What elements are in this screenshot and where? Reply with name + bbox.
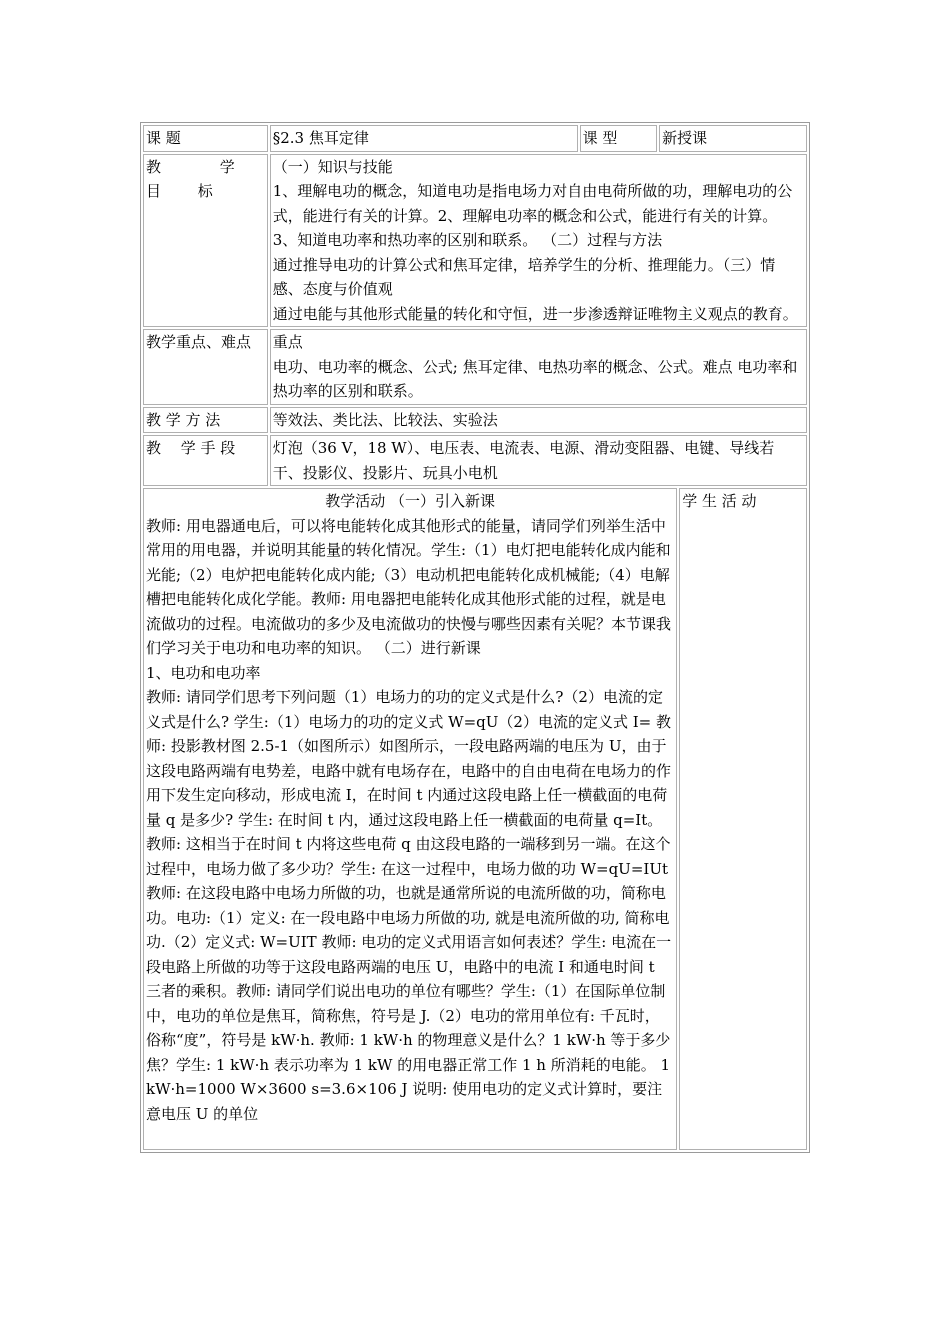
method-content: 等效法、类比法、比较法、实验法 xyxy=(270,407,807,434)
type-label: 课 型 xyxy=(580,125,657,152)
activity-paragraph-1: 教师: 用电器通电后，可以将电能转化成其他形式的能量，请同学们列举生活中常用的用电器，并说明其能量的转化情况。学生:（1）电灯把电能转化成内能和光能;（2）电炉把电能转化成内能;（3）电动机把电能转化成机械能;（4）电解槽把电能转化成化学能。教师: 用电器把电能转化成其他形式能的过程，就是电流做功的过程。电流做功的多少及电流做功的快慢与哪些因素有关呢？本节课我们学习关于电功和电功率的知识。 （二）进行新课 xyxy=(146,516,672,657)
activity-subheading: 1、电功和电功率 xyxy=(146,663,261,682)
method-row xyxy=(143,407,807,434)
lesson-plan-table xyxy=(140,122,810,1153)
key-points-text: 电功、电功率的概念、公式; 焦耳定律、电热功率的概念、公式。难点 电功率和热功率的区别和联系。 xyxy=(272,357,798,400)
objectives-text-3: 通过电能与其他形式能量的转化和守恒，进一步渗透辩证唯物主义观点的教育。 xyxy=(272,304,798,323)
objectives-row xyxy=(143,154,807,328)
teaching-activity-cell xyxy=(143,488,677,1150)
activity-row xyxy=(143,488,807,1150)
means-label: 教 学 手 段 xyxy=(143,435,268,486)
activity-heading: 教学活动 （一）引入新课 xyxy=(325,492,495,510)
type-value: 新授课 xyxy=(659,125,807,152)
header-row xyxy=(143,125,807,152)
means-row xyxy=(143,435,807,486)
student-activity-label: 学 生 活 动 xyxy=(682,492,757,510)
student-activity-cell xyxy=(679,488,807,1150)
means-content: 灯泡（36 V，18 W）、电压表、电流表、电源、滑动变阻器、电键、导线若干、投影仪、投影片、玩具小电机 xyxy=(270,435,807,486)
course-label: 课 题 xyxy=(143,125,268,152)
course-title: §2.3 焦耳定律 xyxy=(270,125,578,152)
lesson-plan-page xyxy=(140,122,810,1153)
objectives-text-1: 1、理解电功的概念，知道电功是指电场力对自由电荷所做的功，理解电功的公式，能进行有关的计算。2、理解电功率的概念和公式，能进行有关的计算。 3、知道电功率和热功率的区别和联系。 （二）过程与方法 xyxy=(272,182,793,249)
objectives-text-2: 通过推导电功的计算公式和焦耳定律，培养学生的分析、推理能力。（三）情感、态度与价值观 xyxy=(272,255,776,298)
method-label: 教 学 方 法 xyxy=(143,407,268,434)
key-points-content xyxy=(270,329,807,405)
objectives-label: 教 学 目 标 xyxy=(143,154,268,328)
objectives-content xyxy=(270,154,807,328)
key-points-row xyxy=(143,329,807,405)
objectives-heading: （一）知识与技能 xyxy=(272,157,393,176)
activity-paragraph-2: 教师: 请同学们思考下列问题（1）电场力的功的定义式是什么?（2）电流的定义式是什么? 学生:（1）电场力的功的定义式 W=qU（2）电流的定义式 I= 教师: 投影教材图 2.5-1（如图所示）如图所示，一段电路两端的电压为 U，由于这段电路两端有电势差，电路中就有电场存在，电路中的自由电荷在电场力的作用下发生定向移动，形成电流 I，在时间 t 内通过这段电路上任一横截面的电荷量 q 是多少? 学生: 在时间 t 内，通过这段电路上任一横截面的电荷量 q=It。教师: 这相当于在时间 t 内将这些电荷 q 由这段电路的一端移到另一端。在这个过程中，电场力做了多少功？学生: 在这一过程中，电场力做的功 W=qU=IUt 教师: 在这段电路中电场力所做的功，也就是通常所说的电流所做的功，简称电功。电功:（1）定义: 在一段电路中电场力所做的功, 就是电流所做的功, 简称电功.（2）定义式: W=UIT 教师: 电功的定义式用语言如何表述？学生: 电流在一段电路上所做的功等于这段电路两端的电压 U，电路中的电流 I 和通电时间 t 三者的乘积。教师: 请同学们说出电功的单位有哪些？学生:（1）在国际单位制中，电功的单位是焦耳，简称焦，符号是 J.（2）电功的常用单位有: 千瓦时，俗称“度”，符号是 kW·h. 教师: 1 kW·h 的物理意义是什么？1 kW·h 等于多少焦？学生: 1 kW·h 表示功率为 1 kW 的用电器正常工作 1 h 所消耗的电能。 1 kW·h=1000 W×3600 s=3.6×106 J 说明: 使用电功的定义式计算时，要注意电压 U 的单位 xyxy=(146,688,672,1123)
key-points-label: 教学重点、难点 xyxy=(143,329,268,405)
key-points-heading: 重点 xyxy=(272,333,303,351)
